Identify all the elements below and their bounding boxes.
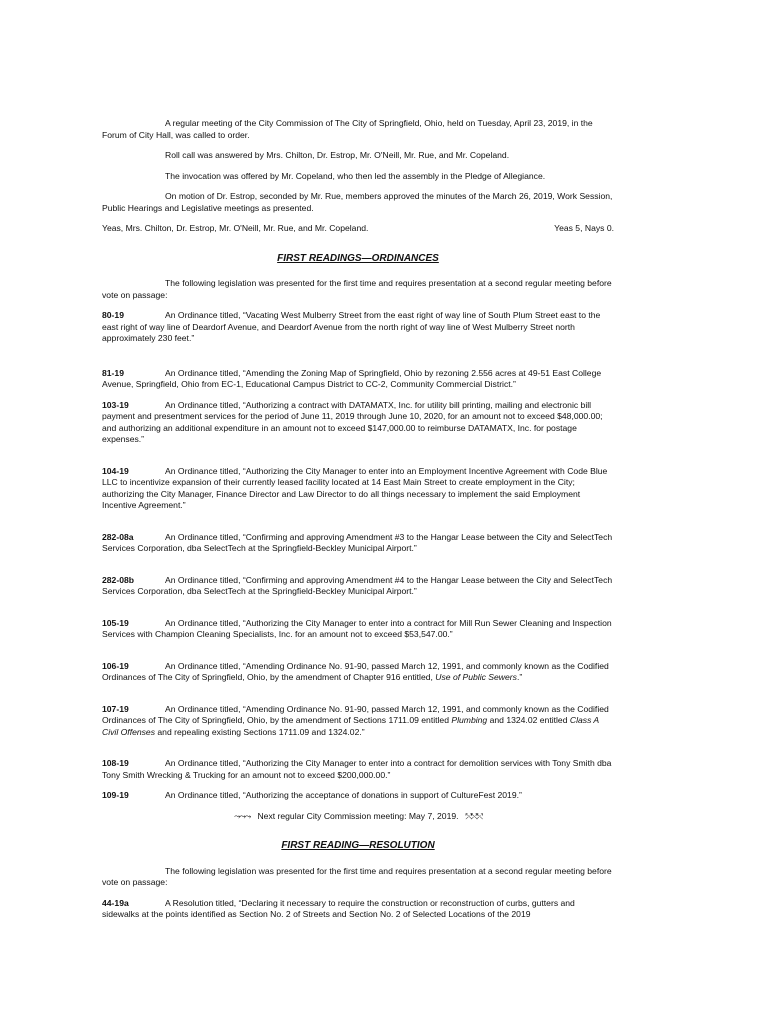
ordinance-number: 282-08b: [102, 574, 135, 585]
ordinance-text: An Ordinance titled, “Authorizing the acceptance of donations in support of CultureFest 2019.”: [165, 790, 522, 800]
vote-row: [102, 223, 614, 235]
resolution-number: 44-19a: [102, 897, 129, 908]
ordinance-text: An Ordinance titled, “Authorizing a contract with DATAMATX, Inc. for utility bill printing, mailing and electronic bill payment and presentment services for the period of June 11, 2019 through June 10, 2020, for an amount not to exceed $48,000.00; and authorizing an additional expenditure in an amount not to exceed $147,000.00 to reimburse DATAMATX, Inc. for postage expenses.”: [102, 399, 603, 444]
ordinance-item: [102, 575, 614, 598]
intro-paragraph: A regular meeting of the City Commission of The City of Springfield, Ohio, held on Tuesday, April 23, 2019, in the Forum of City Hall, was called to order.: [102, 118, 593, 140]
arrow-right-ornament-icon: ⤳⤳⤳: [234, 811, 251, 821]
ordinance-item: [102, 758, 614, 781]
ordinance-text: and 1324.02 entitled: [487, 715, 570, 725]
resolution-text: A Resolution titled, “Declaring it necessary to require the construction or reconstruction of curbs, gutters and sidewalks at the points identified as Section No. 2 of Streets and Section No. 2 of Selected Locations of the 2019: [102, 897, 575, 919]
ordinance-number: 80-19: [102, 310, 124, 320]
ordinance-item: [102, 618, 614, 641]
ordinance-text-end: .”: [516, 672, 523, 682]
ordinance-number: 106-19: [102, 660, 129, 671]
ordinance-text: An Ordinance titled, “Amending Ordinance No. 91-90, passed March 12, 1991, and commonly known as the Codified Ordinances of The City of Springfield, Ohio, by the amendment of Chapter 916 entitled,: [102, 660, 609, 682]
resolution-heading: FIRST READING—RESOLUTION: [281, 840, 435, 851]
ordinance-text: An Ordinance titled, “Amending Ordinance No. 91-90, passed March 12, 1991, and commonly known as the Codified Ordinances of The City of Springfield, Ohio, by the amendment of Sections 1711.09 entitled: [102, 703, 609, 725]
ordinance-text: An Ordinance titled, “Confirming and approving Amendment #3 to the Hangar Lease between the City and SelectTech Services Corporation, dba SelectTech at the Springfield-Beckley Municipal Airport.”: [102, 531, 613, 553]
resolution-item: [102, 898, 614, 921]
arrow-left-ornament-icon: ⤲⤲⤲: [465, 811, 482, 821]
ordinance-number: 109-19: [102, 790, 129, 800]
ordinances-lead: The following legislation was presented for the first time and requires presentation at a second regular meeting before vote on passage:: [102, 278, 612, 300]
ordinance-text-end: and repealing existing Sections 1711.09 and 1324.02.”: [155, 726, 365, 737]
ordinance-item: [102, 466, 614, 512]
ordinance-item: [102, 790, 614, 802]
resolution-lead: The following legislation was presented for the first time and requires presentation at a second regular meeting before vote on passage:: [102, 865, 612, 887]
ordinance-italic-title: Plumbing: [451, 715, 488, 725]
ordinance-number: 107-19: [102, 703, 129, 714]
next-meeting-line: [102, 811, 614, 823]
roll-call: Roll call was answered by Mrs. Chilton, Dr. Estrop, Mr. O'Neill, Mr. Rue, and Mr. Copeland.: [165, 150, 510, 160]
document-page: [102, 118, 614, 930]
ordinance-item: [102, 400, 614, 446]
next-meeting-text: Next regular City Commission meeting: May 7, 2019.: [257, 810, 459, 821]
vote-names: Yeas, Mrs. Chilton, Dr. Estrop, Mr. O'Neill, Mr. Rue, and Mr. Copeland.: [102, 223, 369, 233]
ordinance-text: An Ordinance titled, “Amending the Zoning Map of Springfield, Ohio by rezoning 2.556 acres at 49-51 East College Avenue, Springfield, Ohio from EC-1, Educational Campus District to CC-2, Community Commercial District.”: [102, 367, 602, 389]
ordinance-text: An Ordinance titled, “Authorizing the City Manager to enter into a contract for demolition services with Tony Smith dba Tony Smith Wrecking & Trucking for an amount not to exceed $200,000.00.”: [102, 758, 612, 780]
ordinance-item: [102, 661, 614, 684]
ordinance-item: [102, 310, 614, 345]
ordinance-number: 105-19: [102, 617, 129, 628]
ordinance-text: An Ordinance titled, “Vacating West Mulberry Street from the east right of way line of South Plum Street east to the east right of way line of Deardorf Avenue, and Deardorf Avenue from the north right of way line of West Mulberry Street north approximately 230 feet.”: [102, 310, 601, 343]
ordinance-text: An Ordinance titled, “Confirming and approving Amendment #4 to the Hangar Lease between the City and SelectTech Services Corporation, dba SelectTech at the Springfield-Beckley Municipal Airport.”: [102, 574, 613, 596]
invocation: The invocation was offered by Mr. Copeland, who then led the assembly in the Pledge of Allegiance.: [165, 170, 546, 181]
ordinance-text: An Ordinance titled, “Authorizing the City Manager to enter into an Employment Incentive Agreement with Code Blue LLC to incentivize expansion of their currently leased facility located at 14 East Main Street to create employment in the City; authorizing the City Manager, Finance Director and Law Director to do all things necessary to implement the said Employment Incentive Agreement.”: [102, 465, 608, 510]
ordinance-item: [102, 704, 614, 739]
ordinance-number: 104-19: [102, 465, 129, 476]
ordinance-number: 81-19: [102, 367, 124, 378]
ordinance-text: An Ordinance titled, “Authorizing the City Manager to enter into a contract for Mill Run Sewer Cleaning and Inspection Services with Champion Cleaning Specialists, Inc. for an amount not to exceed $53,547.00.”: [102, 617, 612, 639]
ordinance-number: 108-19: [102, 758, 129, 768]
ordinance-number: 103-19: [102, 399, 129, 410]
minutes-motion: On motion of Dr. Estrop, seconded by Mr. Rue, members approved the minutes of the March 26, 2019, Work Session, Public Hearings and Legislative meetings as presented.: [102, 191, 613, 213]
ordinance-italic-title: Use of Public Sewers: [435, 672, 517, 682]
ordinance-italic-title: Class A Civil Offenses: [102, 715, 599, 737]
ordinances-heading: FIRST READINGS—ORDINANCES: [277, 252, 439, 264]
ordinance-number: 282-08a: [102, 531, 134, 542]
ordinance-item: [102, 532, 614, 555]
vote-count: Yeas 5, Nays 0.: [554, 223, 614, 233]
ordinance-item: [102, 368, 614, 391]
